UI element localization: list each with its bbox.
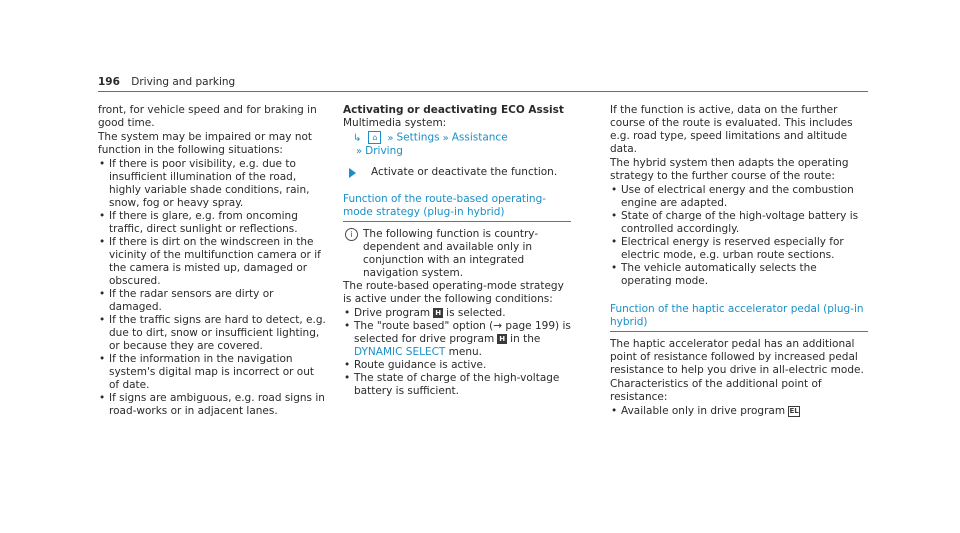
list-item: • If signs are ambiguous, e.g. road signs in road-works or in adjacent lanes.	[98, 392, 326, 418]
conditions-list	[343, 307, 571, 398]
list-item: • The "route based" option (→ page 199) is selected for drive program H in the DYNAMIC SELECT menu.	[343, 320, 571, 359]
driving-link[interactable]: Driving	[365, 144, 403, 157]
drive-program-h-icon: H	[497, 334, 507, 344]
function-active-text: If the function is active, data on the further course of the route is evaluated. This includes e.g. road type, speed limitations and altitude data.	[610, 104, 853, 155]
intro-text: front, for vehicle speed and for braking in good time.	[98, 104, 317, 129]
menu-path	[343, 131, 571, 145]
action-triangle-icon	[349, 168, 356, 178]
settings-link[interactable]: Settings	[396, 131, 440, 144]
eco-assist-heading: Activating or deactivating ECO Assist	[343, 104, 564, 116]
page-header	[98, 76, 868, 92]
list-item: • If the radar sensors are dirty or damaged.	[98, 288, 326, 314]
list-item: • If there is dirt on the windscreen in the vicinity of the multifunction camera or if the camera is misted up, damaged or obscured.	[98, 236, 326, 288]
list-item: • If the traffic signs are hard to detect, e.g. due to dirt, snow or insufficient lighting, or because they are covered.	[98, 314, 326, 353]
conditions-text: The route-based operating-mode strategy is active under the following conditions:	[343, 279, 564, 305]
action-step	[343, 166, 571, 179]
double-chevron-icon: »	[356, 145, 363, 157]
list-item: • If there is poor visibility, e.g. due to insufficient illumination of the road, highly variable shade conditions, rain, snow, fog or heavy spray.	[98, 158, 326, 210]
home-icon: ⌂	[368, 131, 381, 144]
dynamic-select-link[interactable]: DYNAMIC SELECT	[354, 345, 446, 358]
list-item: • Electrical energy is reserved especially for electric mode, e.g. urban route sections.	[610, 236, 868, 262]
system-label: Multimedia system:	[343, 117, 447, 129]
characteristics-text: Characteristics of the additional point of resistance:	[610, 378, 822, 403]
page-number: 196	[98, 76, 120, 88]
list-item: • The vehicle automatically selects the operating mode.	[610, 262, 868, 288]
impaired-text: The system may be impaired or may not function in the following situations:	[98, 131, 313, 156]
drive-program-el-icon: EL	[789, 406, 799, 415]
note-text: The following function is country-dependent and available only in conjunction with an integrated navigation system.	[363, 227, 539, 279]
menu-path-cont	[343, 145, 571, 158]
list-item: • Use of electrical energy and the combustion engine are adapted.	[610, 184, 868, 210]
characteristics-list	[610, 405, 868, 418]
info-icon: i	[345, 228, 358, 241]
haptic-pedal-heading: Function of the haptic accelerator pedal (plug-in hybrid)	[610, 303, 868, 332]
double-chevron-icon: »	[387, 132, 394, 144]
drive-program-h-icon: H	[433, 308, 443, 318]
route-strategy-heading: Function of the route-based operating-mode strategy (plug-in hybrid)	[343, 193, 571, 222]
column-2	[343, 104, 571, 399]
list-item: • Route guidance is active.	[343, 359, 571, 372]
strategy-list	[610, 184, 868, 288]
list-item: • The state of charge of the high-voltage battery is sufficient.	[343, 372, 571, 398]
assistance-link[interactable]: Assistance	[451, 131, 508, 144]
note	[343, 228, 571, 280]
impairment-list	[98, 158, 326, 418]
list-item: • If there is glare, e.g. from oncoming traffic, direct sunlight or reflections.	[98, 210, 326, 236]
section-title: Driving and parking	[131, 76, 236, 88]
corner-arrow-icon: ↳	[353, 132, 362, 144]
haptic-desc-text: The haptic accelerator pedal has an additional point of resistance followed by increased pedal resistance to help you drive in all-electric mode.	[610, 338, 864, 376]
list-item: • Available only in drive program EL	[610, 405, 868, 418]
column-1	[98, 104, 326, 419]
list-item: • Drive program H is selected.	[343, 307, 571, 320]
list-item: • State of charge of the high-voltage battery is controlled accordingly.	[610, 210, 868, 236]
action-text: Activate or deactivate the function.	[371, 165, 558, 178]
list-item: • If the information in the navigation system's digital map is incorrect or out of date.	[98, 353, 326, 392]
column-3	[610, 104, 868, 419]
double-chevron-icon: »	[442, 132, 449, 144]
hybrid-adapt-text: The hybrid system then adapts the operating strategy to the further course of the route:	[610, 157, 849, 182]
